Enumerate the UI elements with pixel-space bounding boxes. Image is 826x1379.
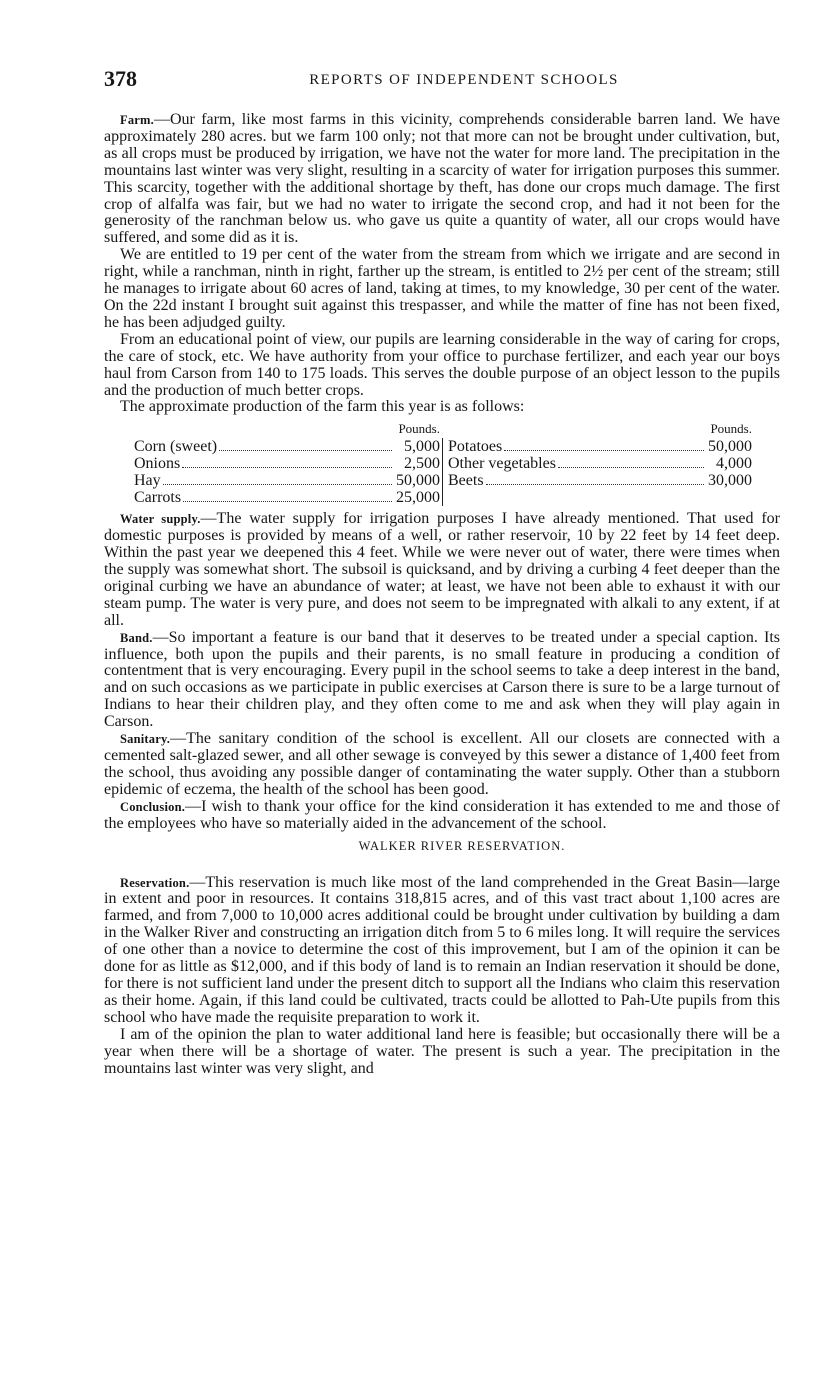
crop-name: Carrots — [134, 489, 182, 507]
production-table — [104, 420, 780, 507]
production-intro: The approximate production of the farm this year is as follows: — [120, 398, 525, 416]
education-paragraph: From an educational point of view, our pupils are learning considerable in the way of caring for crops, the care of stock, etc. We have authority from your office to purchase fertilizer, and each year our boys haul from Carson from 140 to 175 loads. This serves the double purpose of an object lesson to the pupils and the production of much better crops. — [104, 330, 780, 399]
band-text: —So important a feature is our band that it deserves to be treated under a special caption. Its influence, both upon the pupils and their parents, is no small feature in producing a condition of contentment that is very encouraging. Every pupil in the school seems to take a deep interest in the band, and on such occasions as we participate in public exercises at Carson there is sure to be a large turnout of Indians to hear their children play, and they often come to me and ask when they will play again in Carson. — [104, 628, 780, 731]
production-row — [134, 455, 440, 472]
farm-heading: Farm. — [120, 113, 154, 127]
sanitary-paragraph — [104, 731, 780, 799]
reservation-text: —This reservation is much like most of the land comprehended in the Great Basin—large in extent and poor in resources. It contains 318,815 acres, and of this vast tract about 1,100 acres are farmed, and from 7,000 to 10,000 acres additional could be brought under cultivation by building a dam in the Walker River and constructing an irrigation ditch from 5 to 6 miles long. It will require the services of one other than a novice to determine the cost of this improvement, but I am of the opinion it can be done for as little as $12,000, and if this body of land is to remain an Indian reservation it should be done, for there is not sufficient land under the present ditch to support all the Indians who claim this reservation as their home. Again, if this land could be cultivated, tracts could be allotted to Pah-Ute pupils from this school who have made the requisite preparation to work it. — [104, 873, 780, 1026]
crop-name: Potatoes — [448, 438, 503, 456]
crop-pounds: 30,000 — [708, 472, 752, 490]
leader-dots — [182, 467, 392, 468]
page-body — [104, 112, 780, 1077]
crop-name: Onions — [134, 455, 181, 473]
leader-dots — [504, 450, 704, 451]
leader-dots — [486, 484, 704, 485]
farm-paragraph — [104, 112, 780, 247]
production-row — [134, 489, 440, 506]
production-row — [134, 438, 440, 455]
crop-pounds: 2,500 — [404, 455, 440, 473]
water-plan-paragraph: I am of the opinion the plan to water additional land here is feasible; but occasionally there will be a year when there will be a shortage of water. The present is such a year. The precipitation in the mountains last winter was very slight, and — [104, 1025, 780, 1077]
production-row — [134, 472, 440, 489]
leader-dots — [163, 484, 392, 485]
crop-name: Other vegetables — [448, 455, 556, 473]
water-rights-paragraph: We are entitled to 19 per cent of the water from the stream from which we irrigate and are second in right, while a ranchman, ninth in right, farther up the stream, is entitled to 2½ per cent of the stream; still he manages to irrigate about 60 acres of land, taking at times, to my knowledge, 30 per cent of the water. On the 22d instant I brought suit against this trespasser, and while the matter of fine has not been fixed, he has been adjudged guilty. — [104, 246, 780, 331]
section-title: WALKER RIVER RESERVATION. — [358, 838, 566, 853]
unit-label-right: Pounds. — [710, 421, 752, 437]
production-column-right — [448, 420, 752, 489]
production-row — [448, 472, 752, 489]
crop-pounds: 50,000 — [708, 438, 752, 456]
crop-pounds: 25,000 — [396, 489, 440, 507]
leader-dots — [558, 467, 704, 468]
crop-pounds: 5,000 — [404, 438, 440, 456]
band-heading: Band. — [120, 630, 153, 645]
conclusion-paragraph — [104, 799, 780, 833]
crop-name: Beets — [448, 472, 484, 490]
band-paragraph — [104, 630, 780, 731]
farm-text: —Our farm, like most farms in this vicinity, comprehends considerable barren land. We have approximately 280 acres. but we farm 100 only; not that more can not be brought under cultivation, but, as all crops must be produced by irrigation, we have not the water for more land. The precipitation in the mountains last winter was very slight, resulting in a scarcity of water for irrigation purposes this summer. This scarcity, together with the additional shortage by theft, has done our crops much damage. The first crop of alfalfa was fair, but we had no water to irrigate the second crop, and had it not been for the generosity of the ranchman below us. who gave us quite a quantity of water, all our crops would have suffered, and some did as it is. — [104, 111, 780, 247]
water-supply-heading: Water supply. — [120, 512, 201, 527]
sanitary-text: —The sanitary condition of the school is excellent. All our closets are connected with a cemented salt-glazed sewer, and all other sewage is conveyed by this sewer a distance of 1,400 feet from the school, thus avoiding any possible danger of contaminating the water supply. Other than a stubborn epidemic of eczema, the health of the school has been good. — [104, 730, 780, 798]
crop-pounds: 4,000 — [716, 455, 752, 473]
water-supply-text: —The water supply for irrigation purposes I have already mentioned. That used for domestic purposes is provided by means of a well, or rather reservoir, 10 by 22 feet by 14 feet deep. Within the past year we deepened this 4 feet. While we were never out of water, there were times when the supply was somewhat short. The subsoil is quicksand, and by driving a curbing 4 feet deeper than the original curbing we have an abundance of water; at least, we have not been able to exhaust it with our steam pump. The water is very pure, and does not seem to be impregnated with alkali to any extent, if at all. — [104, 510, 780, 629]
running-title: REPORTS OF INDEPENDENT SCHOOLS — [309, 72, 619, 88]
column-divider — [442, 438, 443, 506]
reservation-heading: Reservation. — [120, 875, 190, 890]
production-row — [448, 455, 752, 472]
crop-name: Hay — [134, 472, 161, 490]
reservation-paragraph — [104, 875, 780, 1027]
leader-dots — [219, 450, 392, 451]
page-header — [104, 66, 784, 94]
production-column-left — [134, 420, 440, 506]
page-number: 378 — [104, 66, 137, 91]
conclusion-heading: Conclusion. — [120, 799, 186, 814]
crop-name: Corn (sweet) — [134, 438, 218, 456]
conclusion-text: —I wish to thank your office for the kind consideration it has extended to me and those of the employees who have so materially aided in the advancement of the school. — [104, 797, 780, 832]
production-row — [448, 438, 752, 455]
leader-dots — [183, 501, 392, 502]
unit-label-left: Pounds. — [398, 421, 440, 437]
sanitary-heading: Sanitary. — [120, 732, 171, 747]
water-supply-paragraph — [104, 511, 780, 629]
crop-pounds: 50,000 — [396, 472, 440, 490]
